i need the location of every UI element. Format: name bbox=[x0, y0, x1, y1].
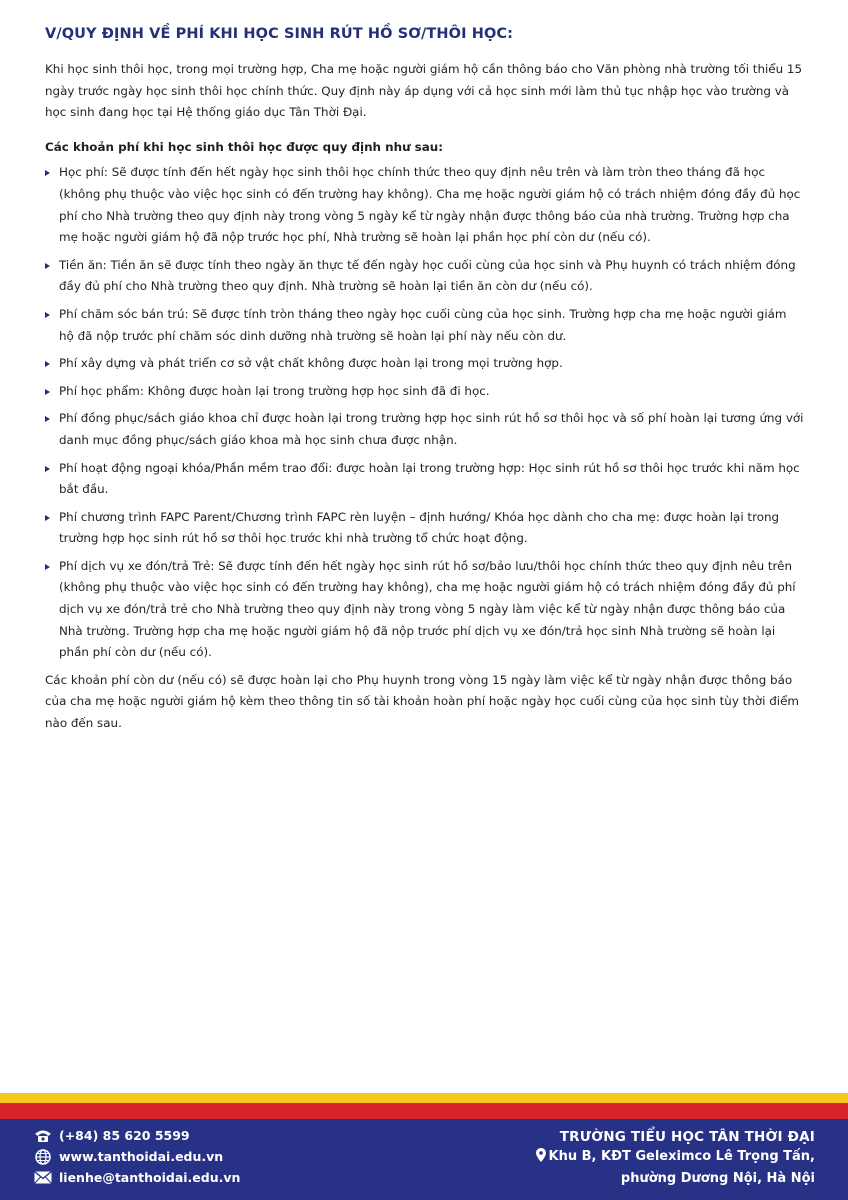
fee-item-boarding-care: Phí chăm sóc bán trú: Sẽ được tính tròn tháng theo ngày học cuối cùng của học sinh. Trường hợp cha mẹ hoặc người giám hộ đã nộp trước phí chăm sóc dinh dưỡng nhà trường sẽ hoàn lại phí này nếu còn dư. bbox=[45, 304, 805, 347]
bullet-icon bbox=[45, 515, 50, 521]
phone-row[interactable] bbox=[33, 1125, 240, 1146]
address-line-1: Khu B, KĐT Geleximco Lê Trọng Tấn, bbox=[536, 1147, 815, 1169]
bullet-icon bbox=[45, 312, 50, 318]
bullet-icon bbox=[45, 416, 50, 422]
location-pin-icon bbox=[536, 1148, 546, 1169]
school-name: TRƯỜNG TIỂU HỌC TÂN THỜI ĐẠI bbox=[559, 1129, 815, 1145]
fee-item-bus: Phí dịch vụ xe đón/trả Trẻ: Sẽ được tính đến hết ngày học sinh rút hồ sơ/bảo lưu/thôi học chính thức theo quy định nêu trên (không phụ thuộc vào việc học sinh có đến trường hay không), cha mẹ hoặc người giám hộ có trách nhiệm đóng đầy đủ phí dịch vụ xe đón/trả trẻ cho Nhà trường theo quy định này trong vòng 5 ngày làm việc kể từ ngày nhận được thông báo của Nhà trường. Trường hợp cha mẹ hoặc người giám hộ đã nộp trước phí dịch vụ xe đón/trả học sinh Nhà trường sẽ hoàn lại phần phí còn dư (nếu có). bbox=[45, 556, 805, 664]
email-link[interactable]: lienhe@tanthoidai.edu.vn bbox=[59, 1170, 241, 1185]
globe-icon bbox=[33, 1149, 53, 1165]
intro-paragraph: Khi học sinh thôi học, trong mọi trường hợp, Cha mẹ hoặc người giám hộ cần thông báo cho Văn phòng nhà trường tối thiểu 15 ngày trước ngày học sinh thôi học chính thức. Quy định này áp dụng với cả học sinh mới làm thủ tục nhập học vào trường và học sinh đang học tại Hệ thống giáo dục Tân Thời Đại. bbox=[45, 62, 803, 120]
fee-item-uniform-books: Phí đồng phục/sách giáo khoa chỉ được hoàn lại trong trường hợp học sinh rút hồ sơ thôi học và số phí hoàn lại tương ứng với danh mục đồng phục/sách giáo khoa mà học sinh chưa được nhận. bbox=[45, 408, 805, 451]
fee-item-extracurricular: Phí hoạt động ngoại khóa/Phần mềm trao đổi: được hoàn lại trong trường hợp: Học sinh rút hồ sơ thôi học trước khi năm học bắt đầu. bbox=[45, 458, 805, 501]
bullet-icon bbox=[45, 170, 50, 176]
fee-item-fapc: Phí chương trình FAPC Parent/Chương trình FAPC rèn luyện – định hướng/ Khóa học dành cho cha mẹ: được hoàn lại trong trường hợp học sinh rút hồ sơ thôi học trước khi nhà trường tổ chức hoạt động. bbox=[45, 507, 805, 550]
fee-item-facilities: Phí xây dựng và phát triển cơ sở vật chất không được hoàn lại trong mọi trường hợp. bbox=[45, 353, 805, 375]
fee-item-tuition: Học phí: Sẽ được tính đến hết ngày học sinh thôi học chính thức theo quy định nêu trên và làm tròn theo tháng đã học (không phụ thuộc vào việc học sinh có đến trường hay không). Cha mẹ hoặc người giám hộ có trách nhiệm đóng đầy đủ học phí cho Nhà trường theo quy định này trong vòng 5 ngày kể từ ngày nhận được thông báo của nhà trường. Trường hợp cha mẹ hoặc người giám hộ đã nộp trước học phí, Nhà trường sẽ hoàn lại phần học phí còn dư (nếu có). bbox=[45, 162, 805, 248]
school-info bbox=[536, 1127, 815, 1189]
bullet-icon bbox=[45, 389, 50, 395]
closing-paragraph: Các khoản phí còn dư (nếu có) sẽ được hoàn lại cho Phụ huynh trong vòng 15 ngày làm việc kể từ ngày nhận được thông báo của cha mẹ hoặc người giám hộ kèm theo thông tin số tài khoản hoàn phí hoặc ngày học cuối cùng của học sinh tùy thời điểm nào đến sau. bbox=[45, 672, 799, 731]
stripe-yellow bbox=[0, 1093, 848, 1103]
bullet-icon bbox=[45, 361, 50, 367]
fees-list bbox=[45, 162, 805, 663]
phone-number[interactable]: (+84) 85 620 5599 bbox=[59, 1128, 190, 1143]
address-line-2: phường Dương Nội, Hà Nội bbox=[620, 1171, 815, 1186]
envelope-icon bbox=[33, 1170, 53, 1186]
bullet-icon bbox=[45, 564, 50, 570]
stripe-red bbox=[0, 1103, 848, 1119]
website-row[interactable] bbox=[33, 1146, 240, 1167]
fee-item-supplies: Phí học phẩm: Không được hoàn lại trong trường hợp học sinh đã đi học. bbox=[45, 381, 805, 403]
section-title: V/QUY ĐỊNH VỀ PHÍ KHI HỌC SINH RÚT HỒ SƠ/THÔI HỌC: bbox=[45, 26, 514, 42]
fee-item-meals: Tiền ăn: Tiền ăn sẽ được tính theo ngày ăn thực tế đến ngày học cuối cùng của học sinh và Phụ huynh có trách nhiệm đóng đầy đủ phí cho Nhà trường theo quy định. Nhà trường sẽ hoàn lại tiền ăn còn dư (nếu có). bbox=[45, 255, 805, 298]
bullet-icon bbox=[45, 263, 50, 269]
phone-icon bbox=[33, 1128, 53, 1144]
bullet-icon bbox=[45, 466, 50, 472]
email-row[interactable] bbox=[33, 1167, 240, 1188]
footer-stripes bbox=[0, 1093, 848, 1119]
contact-info bbox=[33, 1125, 240, 1188]
fees-heading: Các khoản phí khi học sinh thôi học được quy định như sau: bbox=[45, 139, 444, 154]
footer bbox=[0, 1119, 848, 1200]
website-link[interactable]: www.tanthoidai.edu.vn bbox=[59, 1149, 224, 1164]
document-body bbox=[45, 26, 805, 748]
